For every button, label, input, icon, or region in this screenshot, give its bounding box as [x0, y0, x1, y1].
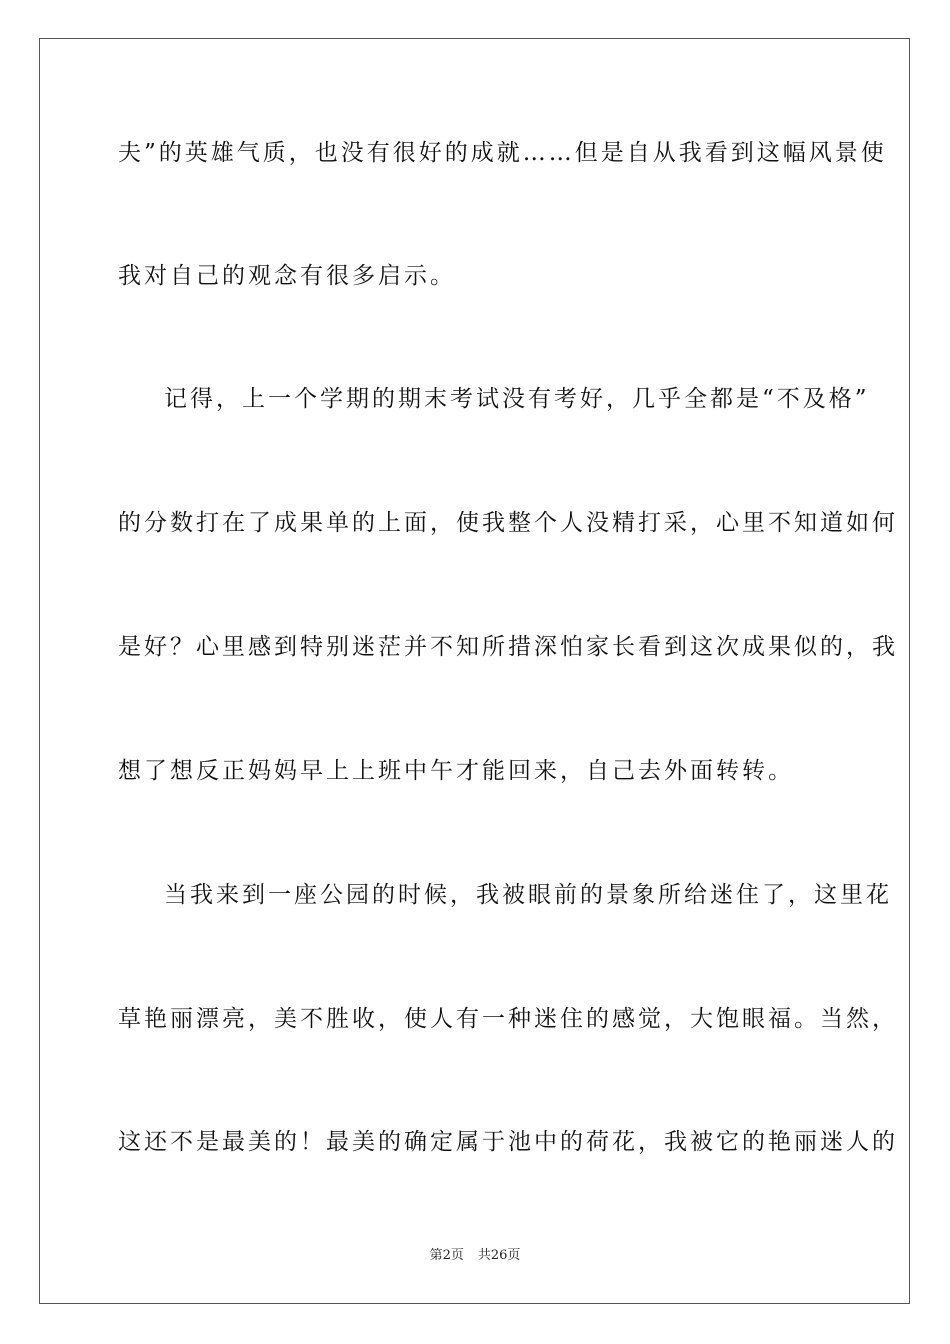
paragraph-line: 记得，上一个学期的期末考试没有考好，几乎全都是“不及格” — [164, 386, 870, 412]
page-border — [39, 38, 910, 1304]
paragraph-line: 夫”的英雄气质，也没有很好的成就……但是自从我看到这幅风景使 — [118, 140, 887, 166]
page-total: 共26页 — [477, 1248, 521, 1263]
paragraph-line: 当我来到一座公园的时候，我被眼前的景象所给迷住了，这里花 — [164, 882, 892, 908]
paragraph-line: 草艳丽漂亮，美不胜收，使人有一种迷住的感觉，大饱眼福。当然， — [118, 1006, 898, 1032]
paragraph-line: 我对自己的观念有很多启示。 — [118, 263, 456, 289]
paragraph-line: 这还不是最美的！最美的确定属于池中的荷花，我被它的艳丽迷人的 — [118, 1129, 898, 1155]
paragraph-line: 想了想反正妈妈早上上班中午才能回来，自己去外面转转。 — [118, 758, 794, 784]
page-footer — [0, 1247, 950, 1265]
paragraph-line: 是好？心里感到特别迷茫并不知所措深怕家长看到这次成果似的，我 — [118, 634, 898, 660]
paragraph-line: 的分数打在了成果单的上面，使我整个人没精打采，心里不知道如何 — [118, 510, 898, 536]
page-number: 第2页 — [429, 1248, 464, 1263]
